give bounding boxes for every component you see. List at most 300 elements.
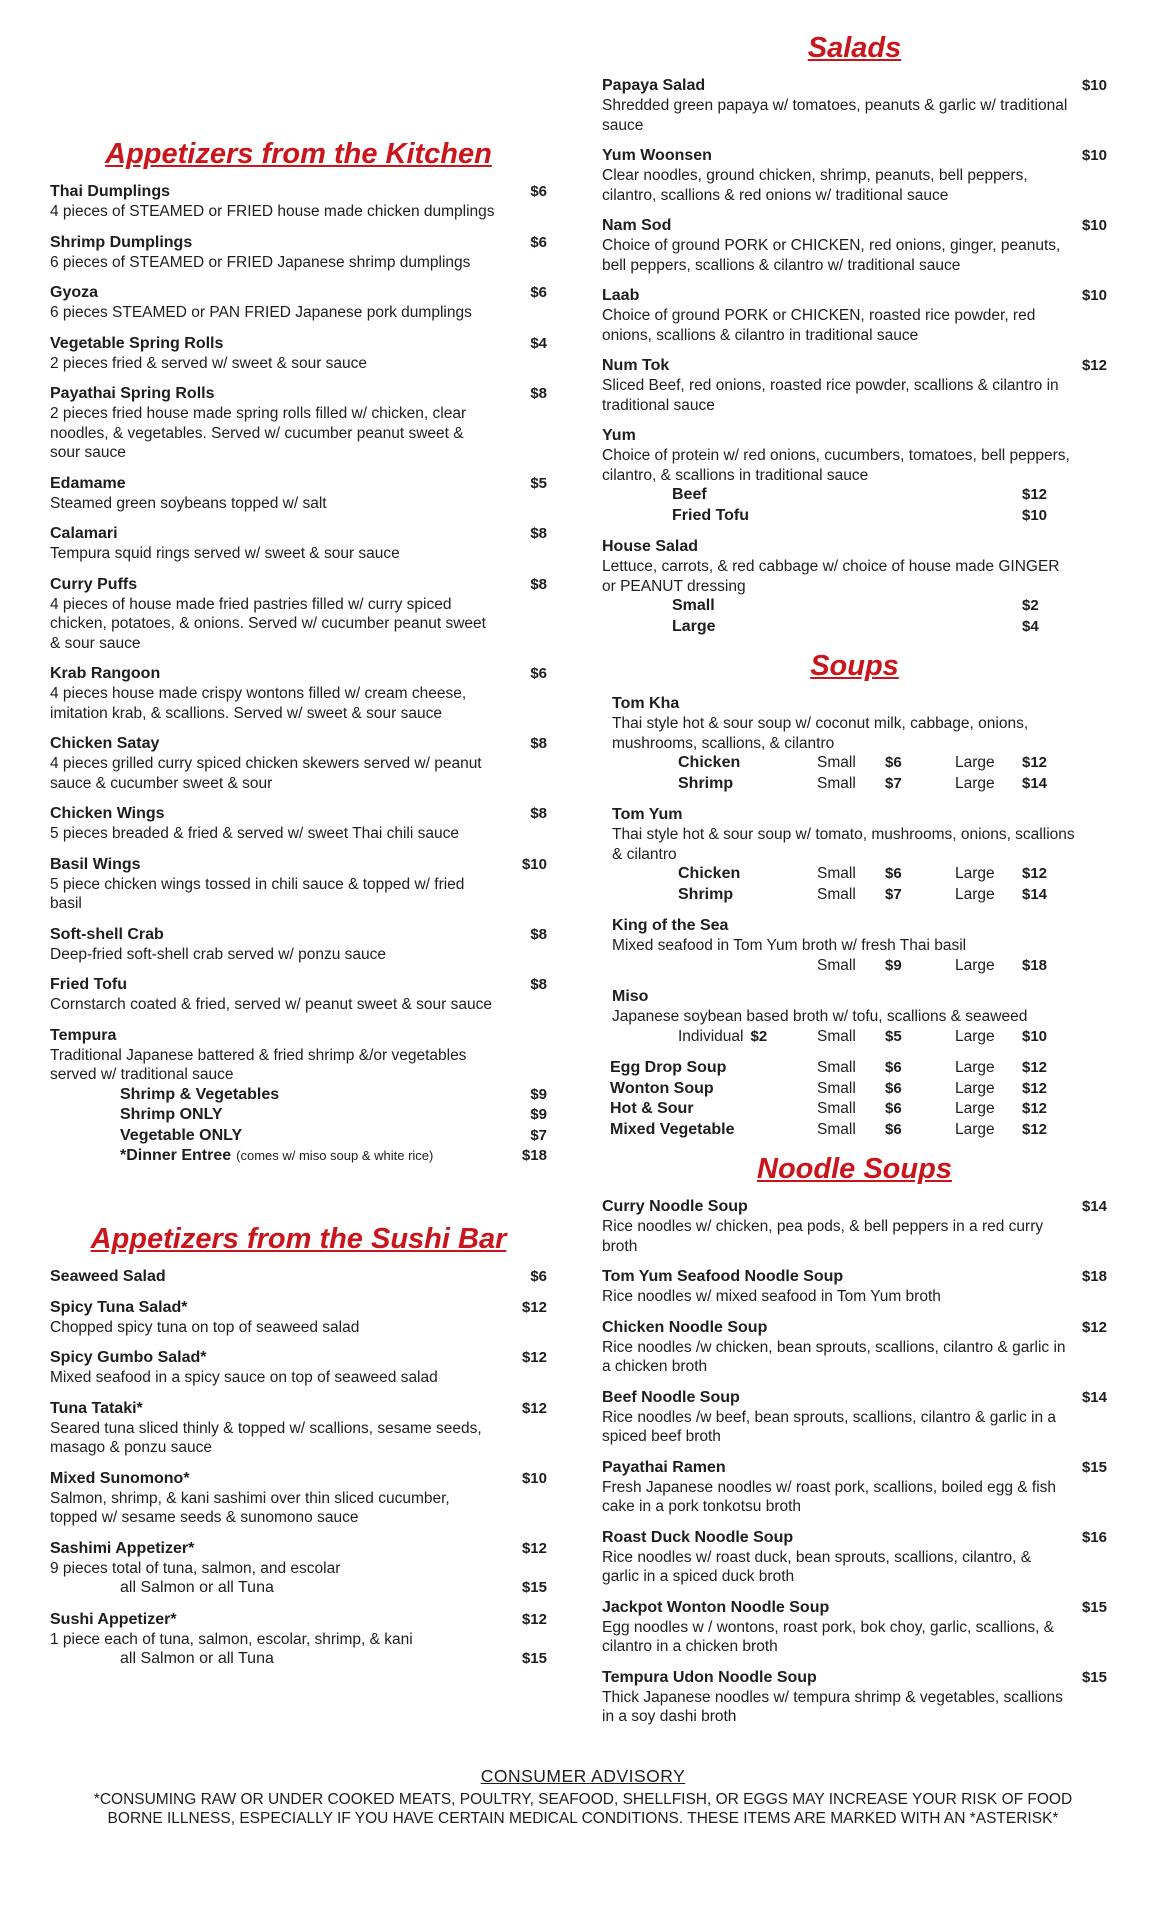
sub-item-name: Shrimp & Vegetables xyxy=(120,1085,280,1103)
size-price: $6 xyxy=(885,1079,902,1097)
section-title: Soups xyxy=(810,650,899,682)
item-name: Spicy Tuna Salad* xyxy=(50,1298,188,1316)
item-description: Fresh Japanese noodles w/ roast pork, scallions, boiled egg & fish cake in a pork tonkotsu broth xyxy=(602,1478,1057,1515)
item-header xyxy=(602,1318,1107,1338)
item-price: $4 xyxy=(530,334,547,352)
menu-item xyxy=(50,925,547,965)
item-name: Jackpot Wonton Noodle Soup xyxy=(602,1598,830,1616)
item-name: Num Tok xyxy=(602,357,670,374)
item-price: $10 xyxy=(1081,217,1107,234)
size-row-label xyxy=(602,885,817,906)
item-name: Nam Sod xyxy=(602,217,672,234)
item-name: Chicken Satay xyxy=(50,735,160,752)
menu-item xyxy=(50,233,547,273)
size-price-row xyxy=(602,1027,1107,1048)
section-title: Noodle Soups xyxy=(757,1153,952,1185)
size-price: $7 xyxy=(885,885,902,903)
size-name: Small xyxy=(817,1027,856,1045)
item-description: 1 piece each of tuna, salmon, escolar, shrimp, & kani xyxy=(50,1630,413,1648)
sub-item-price: $4 xyxy=(1022,617,1039,635)
sub-item xyxy=(50,1085,547,1106)
item-price: $8 xyxy=(530,925,547,943)
size-row-label xyxy=(602,1058,817,1079)
item-header xyxy=(50,182,547,202)
size-name: Small xyxy=(817,865,856,882)
menu-section xyxy=(50,1221,547,1670)
size-name: Large xyxy=(955,1059,995,1076)
item-description: Sliced Beef, red onions, roasted rice powder, scallions & cilantro in traditional sauce xyxy=(602,377,1059,414)
item-description: 4 pieces grilled curry spiced chicken skewers served w/ peanut sauce & cucumber sweet & sour xyxy=(50,755,482,792)
item-header xyxy=(612,916,1107,936)
item-description: Egg noodles w / wontons, roast pork, bok choy, garlic, scallions, & cilantro in a chicken broth xyxy=(602,1618,1055,1655)
item-name: Fried Tofu xyxy=(50,976,128,993)
size-name: Large xyxy=(955,1120,995,1138)
item-header xyxy=(50,474,547,494)
item-name: Miso xyxy=(612,988,649,1005)
menu-column-left xyxy=(50,0,547,1681)
item-name: Vegetable Spring Rolls xyxy=(50,334,224,352)
item-price: $12 xyxy=(521,1610,547,1628)
size-price: $12 xyxy=(1022,1059,1048,1076)
item-description: Japanese soybean based broth w/ tofu, scallions & seaweed xyxy=(612,1008,1028,1025)
item-price: $12 xyxy=(521,1298,547,1316)
item-description: Shredded green papaya w/ tomatoes, peanuts & garlic w/ traditional sauce xyxy=(602,97,1068,134)
sub-item-note: (comes w/ miso soup & white rice) xyxy=(236,1148,434,1163)
item-name: Curry Noodle Soup xyxy=(602,1198,748,1215)
size-row-label xyxy=(602,753,817,774)
item-name: House Salad xyxy=(602,538,699,555)
sub-item xyxy=(602,506,1107,527)
item-description: 6 pieces of STEAMED or FRIED Japanese shrimp dumplings xyxy=(50,253,471,271)
item-name: Edamame xyxy=(50,474,126,492)
sub-item-price: $15 xyxy=(521,1579,547,1596)
sub-item xyxy=(50,1126,547,1147)
item-description: Rice noodles w/ roast duck, bean sprouts, scallions, cilantro, & garlic in a spiced duck broth xyxy=(602,1548,1032,1585)
item-price: $8 xyxy=(530,385,547,402)
item-description: 6 pieces STEAMED or PAN FRIED Japanese pork dumplings xyxy=(50,304,472,321)
size-price-row xyxy=(602,1120,1107,1141)
menu-item xyxy=(602,1458,1107,1517)
item-header xyxy=(50,283,547,303)
sub-item-price: $18 xyxy=(521,1147,547,1164)
item-name: Sashimi Appetizer* xyxy=(50,1539,195,1557)
item-description: Clear noodles, ground chicken, shrimp, peanuts, bell peppers, cilantro, scallions & red onions w/ traditional sauce xyxy=(602,167,1028,204)
item-header xyxy=(50,575,547,595)
size-name: Small xyxy=(817,1079,856,1097)
menu-item xyxy=(50,334,547,374)
sub-item xyxy=(602,596,1107,617)
item-price: $12 xyxy=(521,1539,547,1557)
item-header xyxy=(602,1388,1107,1408)
item-header xyxy=(50,664,547,684)
item-name: Mixed Sunomono* xyxy=(50,1469,190,1487)
size-name: Large xyxy=(955,885,995,903)
sub-item xyxy=(50,1146,547,1167)
menu-item xyxy=(602,805,1107,905)
item-header xyxy=(50,1348,547,1368)
size-price-row xyxy=(602,1058,1107,1079)
size-name: Large xyxy=(955,1100,995,1117)
size-price: $12 xyxy=(1022,1100,1048,1117)
size-price: $18 xyxy=(1022,956,1048,974)
item-description: Cornstarch coated & fried, served w/ peanut sweet & sour sauce xyxy=(50,996,492,1013)
sub-item xyxy=(602,617,1107,638)
sub-item-price: $9 xyxy=(530,1085,547,1103)
item-description: 4 pieces of house made fried pastries filled w/ curry spiced chicken, potatoes, & onions. Served w/ cucumber peanut sweet & sour sauce xyxy=(50,595,486,652)
item-description: Thai style hot & sour soup w/ coconut milk, cabbage, onions, mushrooms, scallions, & cilantro xyxy=(612,715,1029,752)
sub-item-price: $10 xyxy=(1022,506,1048,524)
menu-section xyxy=(602,30,1107,637)
menu-item xyxy=(602,1668,1107,1727)
size-row-label xyxy=(602,774,817,795)
item-name: Seaweed Salad xyxy=(50,1267,166,1285)
menu-item xyxy=(602,426,1107,526)
item-price: $8 xyxy=(530,805,547,822)
item-description: Thick Japanese noodles w/ tempura shrimp & vegetables, scallions in a soy dashi broth xyxy=(602,1688,1063,1725)
size-price: $14 xyxy=(1022,774,1048,792)
size-price-row xyxy=(602,774,1107,795)
item-header xyxy=(602,1267,1107,1287)
size-price: $12 xyxy=(1022,1079,1048,1097)
sub-item-name: Vegetable ONLY xyxy=(120,1126,243,1144)
item-header xyxy=(612,987,1107,1007)
item-price: $10 xyxy=(1081,77,1107,94)
item-name: Chicken Noodle Soup xyxy=(602,1318,768,1336)
item-description: 5 pieces breaded & fried & served w/ sweet Thai chili sauce xyxy=(50,825,459,842)
advisory-title: CONSUMER ADVISORY xyxy=(480,1766,686,1786)
item-name: Tom Yum xyxy=(612,806,683,823)
item-description: 5 piece chicken wings tossed in chili sauce & topped w/ fried basil xyxy=(50,875,465,912)
menu-item xyxy=(50,524,547,564)
item-name: Chicken Wings xyxy=(50,805,165,822)
size-row-label xyxy=(602,956,817,977)
item-price: $8 xyxy=(530,976,547,993)
menu-item xyxy=(50,1610,547,1670)
menu-item xyxy=(50,1348,547,1388)
size-name: Small xyxy=(817,754,856,771)
sub-item-name: Small xyxy=(672,597,715,614)
item-name: Yum xyxy=(602,427,636,444)
size-row-label xyxy=(602,1027,817,1048)
menu-item xyxy=(602,537,1107,637)
item-name: Thai Dumplings xyxy=(50,183,170,200)
menu-item xyxy=(50,1298,547,1338)
item-header xyxy=(50,1298,547,1318)
item-description: 4 pieces house made crispy wontons filled w/ cream cheese, imitation krab, & scallions. Served w/ sweet & sour sauce xyxy=(50,685,467,722)
item-description: 4 pieces of STEAMED or FRIED house made chicken dumplings xyxy=(50,203,495,220)
item-price: $12 xyxy=(521,1399,547,1417)
size-row-label-text: Hot & Sour xyxy=(610,1100,694,1117)
item-description: Choice of ground PORK or CHICKEN, red onions, ginger, peanuts, bell peppers, scallions & cilantro w/ traditional sauce xyxy=(602,237,1061,274)
menu-item xyxy=(602,1267,1107,1307)
item-name: Payathai Spring Rolls xyxy=(50,385,215,402)
item-price: $18 xyxy=(1081,1268,1107,1285)
sub-item-price: $12 xyxy=(1022,486,1048,503)
menu-item xyxy=(50,384,547,463)
item-description: Mixed seafood in a spicy sauce on top of seaweed salad xyxy=(50,1369,438,1386)
size-row-label xyxy=(602,1099,817,1120)
menu-item xyxy=(50,804,547,844)
size-row-label-text: Shrimp xyxy=(678,885,734,903)
sub-item-text xyxy=(120,1105,223,1126)
size-price-row xyxy=(602,1099,1107,1120)
item-name: Yum Woonsen xyxy=(602,147,712,164)
item-description: Steamed green soybeans topped w/ salt xyxy=(50,494,327,512)
size-price: $5 xyxy=(885,1027,902,1045)
menu-item xyxy=(50,575,547,654)
item-header xyxy=(612,694,1107,714)
size-price: $6 xyxy=(885,1059,902,1076)
sub-item xyxy=(602,485,1107,506)
menu-item xyxy=(50,1539,547,1599)
item-header xyxy=(602,1197,1107,1217)
item-name: Tuna Tataki* xyxy=(50,1399,143,1417)
item-name: Shrimp Dumplings xyxy=(50,233,193,251)
size-price: $9 xyxy=(885,956,902,974)
item-name: Krab Rangoon xyxy=(50,665,161,682)
item-header xyxy=(602,426,1107,446)
item-price: $16 xyxy=(1081,1528,1107,1546)
size-name: Small xyxy=(817,1120,856,1138)
sub-item-price: $2 xyxy=(1022,597,1039,614)
item-name: Tempura Udon Noodle Soup xyxy=(602,1668,817,1686)
item-price: $6 xyxy=(530,284,547,301)
item-price: $14 xyxy=(1081,1198,1107,1215)
size-row-label-text: Egg Drop Soup xyxy=(610,1059,727,1076)
item-name: Soft-shell Crab xyxy=(50,925,164,943)
size-price: $14 xyxy=(1022,885,1048,903)
item-description: Traditional Japanese battered & fried shrimp &/or vegetables served w/ traditional sauce xyxy=(50,1046,467,1083)
size-price-row xyxy=(602,864,1107,885)
item-price: $12 xyxy=(521,1349,547,1366)
item-price: $10 xyxy=(521,855,547,873)
item-description: 2 pieces fried house made spring rolls filled w/ chicken, clear noodles, & vegetables. Served w/ cucumber peanut sweet & sour sauce xyxy=(50,405,467,461)
item-description: Rice noodles /w beef, bean sprouts, scallions, cilantro & garlic in a spiced beef broth xyxy=(602,1408,1057,1445)
item-price: $6 xyxy=(530,183,547,200)
size-price: $12 xyxy=(1022,754,1048,771)
item-description: Chopped spicy tuna on top of seaweed salad xyxy=(50,1318,360,1336)
section-title: Appetizers from the Sushi Bar xyxy=(90,1222,507,1255)
size-name: Small xyxy=(817,956,856,974)
item-price: $6 xyxy=(530,1267,547,1285)
item-header xyxy=(50,1539,547,1559)
item-name: Sushi Appetizer* xyxy=(50,1610,177,1628)
sub-item-name: Fried Tofu xyxy=(672,506,750,524)
item-name: Tom Kha xyxy=(612,695,680,712)
size-price: $6 xyxy=(885,1120,902,1138)
item-name: Payathai Ramen xyxy=(602,1458,726,1476)
item-header xyxy=(50,855,547,875)
sub-item-text xyxy=(120,1085,279,1106)
item-name: Calamari xyxy=(50,525,118,542)
menu-item xyxy=(602,1318,1107,1377)
item-price: $8 xyxy=(530,575,547,593)
item-price: $6 xyxy=(530,665,547,682)
item-header xyxy=(50,804,547,824)
item-description: Thai style hot & sour soup w/ tomato, mushrooms, onions, scallions & cilantro xyxy=(612,826,1075,863)
menu-item xyxy=(602,1598,1107,1657)
item-header xyxy=(50,524,547,544)
size-price-row xyxy=(602,956,1107,977)
item-price: $12 xyxy=(1081,1318,1107,1336)
item-price: $8 xyxy=(530,525,547,542)
menu-item xyxy=(50,283,547,323)
item-description: 2 pieces fried & served w/ sweet & sour sauce xyxy=(50,354,368,372)
item-header xyxy=(50,384,547,404)
item-description: Deep-fried soft-shell crab served w/ ponzu sauce xyxy=(50,945,386,963)
size-name: Small xyxy=(817,1100,856,1117)
menu-item xyxy=(602,1197,1107,1256)
menu-item xyxy=(602,1058,1107,1140)
menu-item xyxy=(50,975,547,1015)
item-name: Gyoza xyxy=(50,284,99,301)
item-price: $10 xyxy=(1081,147,1107,164)
item-header xyxy=(50,1267,547,1287)
size-price: $10 xyxy=(1022,1027,1048,1045)
sub-item xyxy=(50,1578,547,1599)
item-description: Salmon, shrimp, & kani sashimi over thin sliced cucumber, topped w/ sesame seeds & sunomono sauce xyxy=(50,1489,450,1526)
menu-section xyxy=(50,136,547,1167)
menu-item xyxy=(602,1388,1107,1447)
menu-item xyxy=(50,664,547,723)
sub-item-text xyxy=(672,485,1022,506)
item-name: Basil Wings xyxy=(50,855,141,873)
size-price: $6 xyxy=(885,754,902,771)
item-header xyxy=(602,1668,1107,1688)
item-description: Rice noodles w/ chicken, pea pods, & bell peppers in a red curry broth xyxy=(602,1218,1044,1255)
size-row-label-text: Mixed Vegetable xyxy=(610,1120,735,1138)
menu-item xyxy=(50,1267,547,1287)
item-header xyxy=(50,925,547,945)
advisory-line: BORNE ILLNESS, ESPECIALLY IF YOU HAVE CERTAIN MEDICAL CONDITIONS. THESE ITEMS ARE MARKED WITH AN *ASTERISK* xyxy=(107,1810,1059,1827)
item-header xyxy=(50,975,547,995)
item-header xyxy=(602,146,1107,166)
item-price: $14 xyxy=(1081,1388,1107,1406)
size-row-label-text: Chicken xyxy=(678,865,741,882)
size-name: Small xyxy=(817,885,856,903)
size-row-label-text: Wonton Soup xyxy=(610,1079,714,1097)
size-row-label xyxy=(602,1079,817,1100)
item-header xyxy=(50,233,547,253)
item-description: 9 pieces total of tuna, salmon, and escolar xyxy=(50,1559,341,1577)
size-row-label-price: $2 xyxy=(750,1027,768,1045)
sub-item-name: all Salmon or all Tuna xyxy=(120,1579,274,1596)
item-price: $6 xyxy=(530,233,547,251)
item-description: Tempura squid rings served w/ sweet & sour sauce xyxy=(50,545,400,562)
menu-item xyxy=(602,694,1107,794)
size-name: Large xyxy=(955,754,995,771)
sub-item-text xyxy=(672,506,1022,527)
item-header xyxy=(602,356,1107,376)
item-header xyxy=(602,1528,1107,1548)
size-price: $7 xyxy=(885,774,902,792)
item-price: $15 xyxy=(1081,1598,1107,1616)
advisory-line: *CONSUMING RAW OR UNDER COOKED MEATS, POULTRY, SEAFOOD, SHELLFISH, OR EGGS MAY INCREASE YOUR RISK OF FOOD xyxy=(93,1791,1073,1808)
item-name: Curry Puffs xyxy=(50,575,138,593)
menu-column-right xyxy=(602,0,1107,1738)
sub-item-text xyxy=(672,617,1022,638)
size-row-label-text: Shrimp xyxy=(678,774,734,792)
item-price: $10 xyxy=(1081,287,1107,304)
item-description: Lettuce, carrots, & red cabbage w/ choice of house made GINGER or PEANUT dressing xyxy=(602,558,1060,595)
item-header xyxy=(602,537,1107,557)
size-price: $12 xyxy=(1022,865,1048,882)
item-name: Spicy Gumbo Salad* xyxy=(50,1349,207,1366)
item-name: Roast Duck Noodle Soup xyxy=(602,1528,794,1546)
size-name: Small xyxy=(817,1059,856,1076)
menu-item xyxy=(50,1026,547,1167)
sub-item-price: $15 xyxy=(521,1650,547,1667)
item-header xyxy=(602,286,1107,306)
size-name: Large xyxy=(955,956,995,974)
menu-item xyxy=(50,474,547,514)
sub-item-text xyxy=(672,596,1022,617)
item-header xyxy=(602,1458,1107,1478)
consumer-advisory xyxy=(0,1766,1166,1828)
item-price: $5 xyxy=(530,474,547,492)
menu-section xyxy=(602,1151,1107,1727)
item-price: $10 xyxy=(521,1469,547,1487)
size-name: Small xyxy=(817,774,856,792)
sub-item-name: Beef xyxy=(672,486,707,503)
size-price-row xyxy=(602,885,1107,906)
sub-item-text xyxy=(120,1126,242,1147)
size-row-label-text: Individual xyxy=(678,1027,744,1045)
sub-item-text xyxy=(120,1146,433,1167)
item-header xyxy=(612,805,1107,825)
item-description: Mixed seafood in Tom Yum broth w/ fresh Thai basil xyxy=(612,937,967,954)
size-name: Large xyxy=(955,1027,995,1045)
item-name: Papaya Salad xyxy=(602,77,706,94)
menu-item xyxy=(50,182,547,222)
size-name: Large xyxy=(955,1079,995,1097)
item-header xyxy=(50,1026,547,1046)
menu-item xyxy=(602,216,1107,275)
size-row-label xyxy=(602,864,817,885)
size-price: $6 xyxy=(885,865,902,882)
menu-item xyxy=(50,1399,547,1458)
sub-item-name: all Salmon or all Tuna xyxy=(120,1650,274,1667)
size-price: $12 xyxy=(1022,1120,1048,1138)
sub-item-name: *Dinner Entree xyxy=(120,1147,232,1164)
item-header xyxy=(50,1399,547,1419)
sub-item-price: $7 xyxy=(530,1126,547,1144)
section-title: Salads xyxy=(807,32,902,64)
item-price: $12 xyxy=(1081,357,1107,374)
item-description: Rice noodles /w chicken, bean sprouts, scallions, cilantro & garlic in a chicken broth xyxy=(602,1338,1066,1375)
item-name: Tom Yum Seafood Noodle Soup xyxy=(602,1268,844,1285)
menu-item xyxy=(602,916,1107,976)
item-description: Choice of protein w/ red onions, cucumbers, tomatoes, bell peppers, cilantro, & scallions in traditional sauce xyxy=(602,447,1070,484)
menu-item xyxy=(602,1528,1107,1587)
size-price-row xyxy=(602,1079,1107,1100)
sub-item-name: Large xyxy=(672,617,716,635)
item-price: $8 xyxy=(530,735,547,752)
menu-item xyxy=(602,987,1107,1047)
menu-item xyxy=(602,146,1107,205)
item-name: King of the Sea xyxy=(612,917,729,934)
item-description: Rice noodles w/ mixed seafood in Tom Yum broth xyxy=(602,1288,941,1305)
item-description: Seared tuna sliced thinly & topped w/ scallions, sesame seeds, masago & ponzu sauce xyxy=(50,1419,482,1456)
size-price: $6 xyxy=(885,1100,902,1117)
item-description: Choice of ground PORK or CHICKEN, roasted rice powder, red onions, scallions & cilantro in traditional sauce xyxy=(602,307,1036,344)
menu-item xyxy=(602,76,1107,135)
sub-item-text xyxy=(120,1649,274,1670)
item-header xyxy=(602,216,1107,236)
menu-section xyxy=(602,648,1107,1140)
size-price-row xyxy=(602,753,1107,774)
menu-item xyxy=(50,855,547,914)
